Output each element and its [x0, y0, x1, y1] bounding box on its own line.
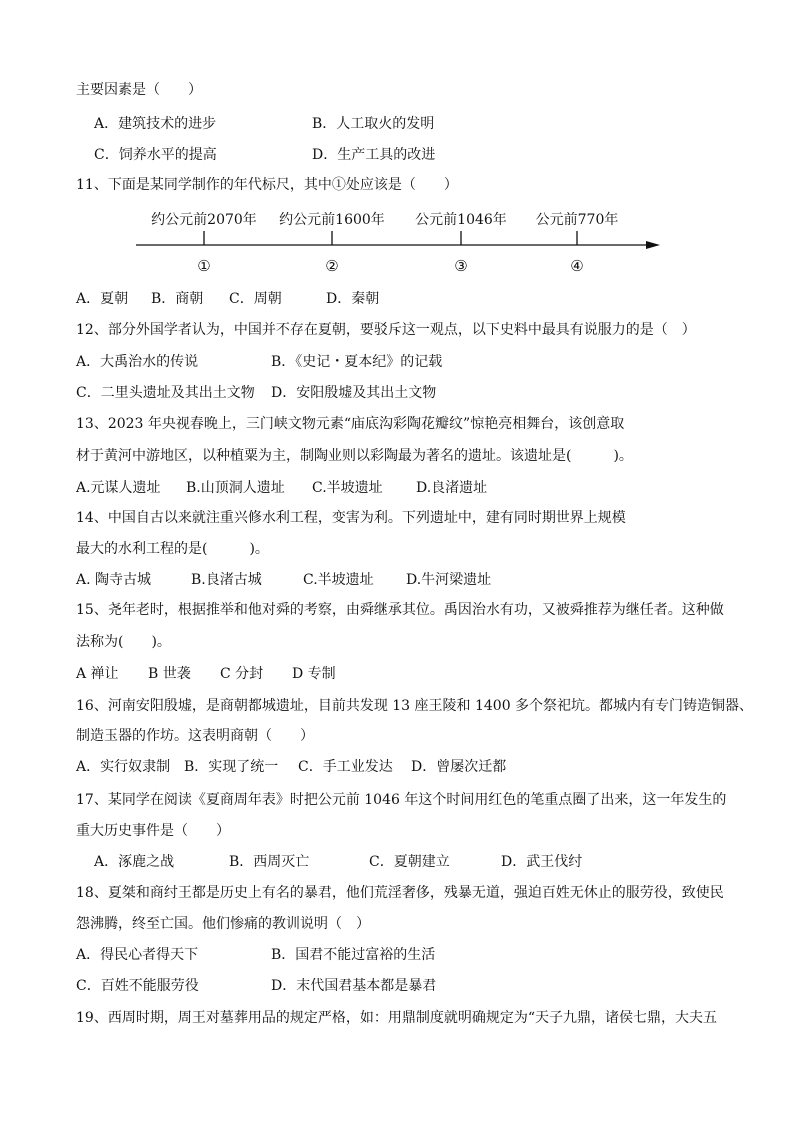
q14-option-d: D.牛河梁遗址 — [406, 572, 492, 588]
q10-stem-tail: 主要因素是（ ） — [76, 82, 202, 98]
q18-stem-line2: 怨沸腾，终至亡国。他们惨痛的教训说明（ ） — [76, 916, 370, 932]
q15-option-c: C 分封 — [220, 666, 264, 682]
timeline-label-1: 约公元前2070年 — [151, 212, 257, 228]
q11-stem: 11、下面是某同学制作的年代标尺，其中①处应该是（ ） — [76, 177, 458, 193]
timeline-marker-4: ④ — [570, 257, 584, 275]
q17-option-b: B．西周灭亡 — [229, 854, 310, 870]
timeline-label-4: 公元前770年 — [535, 212, 619, 228]
q12-stem: 12、部分外国学者认为，中国并不存在夏朝，要驳斥这一观点，以下史料中最具有说服力的是（ ） — [76, 322, 696, 338]
q11-option-c: C．周朝 — [229, 291, 282, 307]
q11-option-d: D．秦朝 — [326, 291, 380, 307]
q15-option-d: D 专制 — [292, 666, 336, 682]
timeline-label-2: 约公元前1600年 — [279, 212, 385, 228]
timeline-ruler — [120, 200, 680, 290]
q17-stem-line2: 重大历史事件是（ ） — [76, 823, 230, 839]
q18-stem-line1: 18、夏桀和商纣王都是历史上有名的暴君，他们荒淫奢侈，残暴无道，强迫百姓无休止的服劳役，致使民 — [76, 885, 724, 901]
q16-stem-line1: 16、河南安阳殷墟，是商朝都城遗址，目前共发现 13 座王陵和 1400 多个祭祀坑。都城内有专门铸造铜器、 — [76, 698, 754, 714]
timeline-label-3: 公元前1046年 — [415, 212, 507, 228]
timeline-marker-2: ② — [325, 257, 339, 275]
q19-stem-line1: 19、西周时期，周王对墓葬用品的规定严格，如：用鼎制度就明确规定为“天子九鼎，诸侯七鼎，大夫五 — [76, 1010, 717, 1026]
q11-option-b: B．商朝 — [151, 291, 204, 307]
q18-option-c: C．百姓不能服劳役 — [76, 978, 199, 994]
q18-option-d: D．末代国君基本都是暴君 — [271, 978, 437, 994]
q12-option-a: A．大禹治水的传说 — [76, 354, 199, 370]
q10-option-b: B．人工取火的发明 — [312, 116, 435, 132]
q16-option-c: C．手工业发达 — [298, 759, 393, 775]
q12-option-d: D．安阳殷墟及其出土文物 — [271, 385, 437, 401]
timeline-marker-1: ① — [197, 257, 211, 275]
q14-stem-line2: 最大的水利工程的是( )。 — [76, 541, 269, 557]
q12-option-c: C．二里头遗址及其出土文物 — [76, 385, 255, 401]
q15-stem-line2: 法称为( )。 — [76, 634, 171, 650]
q10-option-d: D．生产工具的改进 — [312, 147, 436, 163]
q11-option-a: A．夏朝 — [76, 291, 129, 307]
q14-option-a: A. 陶寺古城 — [76, 572, 152, 588]
q13-option-a: A.元谋人遗址 — [76, 480, 161, 496]
q17-option-c: C．夏朝建立 — [369, 854, 450, 870]
q16-option-b: B．实现了统一 — [184, 759, 279, 775]
q17-option-d: D．武王伐纣 — [501, 854, 583, 870]
q10-option-c: C．饲养水平的提高 — [94, 147, 217, 163]
timeline-arrow-icon — [646, 241, 660, 249]
q18-option-b: B．国君不能过富裕的生活 — [271, 947, 436, 963]
q14-stem-line1: 14、中国自古以来就注重兴修水利工程，变害为利。下列遗址中，建有同时期世界上规模 — [76, 510, 626, 526]
q14-option-c: C.半坡遗址 — [303, 572, 374, 588]
q17-option-a: A．涿鹿之战 — [94, 854, 175, 870]
q17-stem-line1: 17、某同学在阅读《夏商周年表》时把公元前 1046 年这个时间用红色的笔重点圈了出来，这一年发生的 — [76, 792, 727, 808]
q13-stem-line2: 材于黄河中游地区，以种植粟为主，制陶业则以彩陶最为著名的遗址。该遗址是( )。 — [76, 448, 633, 464]
q14-option-b: B.良渚古城 — [191, 572, 262, 588]
q13-option-d: D.良渚遗址 — [416, 480, 488, 496]
q16-stem-line2: 制造玉器的作坊。这表明商朝（ ） — [76, 728, 314, 744]
timeline-svg — [120, 200, 680, 290]
q12-option-b: B．《史记・夏本纪》的记载 — [271, 354, 443, 370]
q16-option-d: D．曾屡次迁都 — [411, 759, 507, 775]
q15-option-b: B 世袭 — [148, 666, 191, 682]
q15-stem-line1: 15、尧年老时，根据推举和他对舜的考察，由舜继承其位。禹因治水有功，又被舜推荐为继任者。这种做 — [76, 602, 724, 618]
q18-option-a: A．得民心者得天下 — [76, 947, 199, 963]
q10-option-a: A．建筑技术的进步 — [94, 116, 217, 132]
q13-stem-line1: 13、2023 年央视春晚上，三门峡文物元素“庙底沟彩陶花瓣纹”惊艳亮相舞台，该创意取 — [76, 416, 625, 432]
timeline-marker-3: ③ — [454, 257, 468, 275]
q16-option-a: A．实行奴隶制 — [76, 759, 171, 775]
q13-option-c: C.半坡遗址 — [312, 480, 383, 496]
q15-option-a: A 禅让 — [76, 666, 119, 682]
q13-option-b: B.山顶洞人遗址 — [186, 480, 285, 496]
